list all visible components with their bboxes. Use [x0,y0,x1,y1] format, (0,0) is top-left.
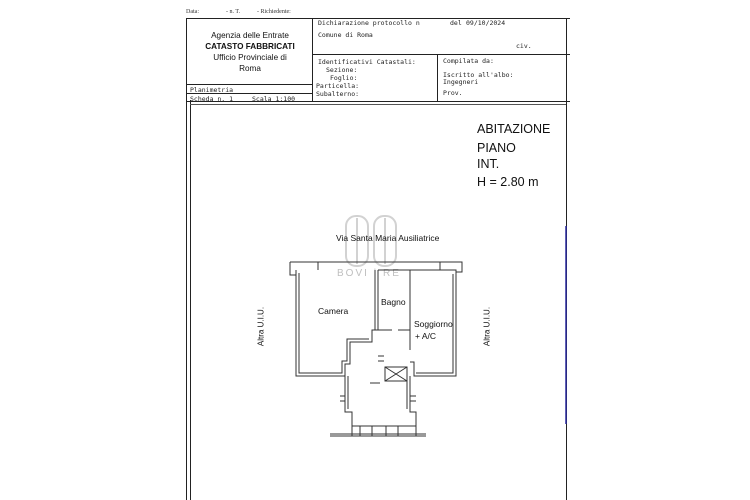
street-name: Via Santa Maria Ausiliatrice [336,233,440,243]
ufficio-label: Ufficio Provinciale di [213,53,287,62]
compilata-label: Compilata da: [443,57,494,65]
watermark-text: BOVI | RE [337,268,401,279]
dichiarazione-label: Dichiarazione protocollo n [318,19,420,27]
room-camera: Camera [318,306,349,316]
nt-label: - n. T. [226,9,241,15]
scala-label: Scala 1:100 [252,95,296,103]
declaration-date: 09/10/2024 [466,19,506,27]
civ-label: civ. [516,42,532,50]
del-label: del [450,19,462,27]
richiedente-label: - Richiedente: [257,9,291,15]
altra-uiu-right: Altra U.I.U. [482,306,492,347]
sezione-label: Sezione: [326,66,358,74]
ingegneri-label: Ingegneri [443,78,479,86]
room-soggiorno-ac: + A/C [415,331,437,341]
iscritto-label: Iscritto all'albo: [443,71,514,79]
particella-label: Particella: [316,82,360,90]
subalterno-label: Subalterno: [316,90,360,98]
planimetria-title: Planimetria [190,86,234,94]
prov-label: Prov. [443,89,463,97]
unit-type: ABITAZIONE [477,122,551,136]
floor-label: PIANO [477,141,516,155]
comune-label: Comune di Roma [318,31,373,39]
foglio-label: Foglio: [330,74,358,82]
data-label: Data: [186,9,199,15]
room-soggiorno: Soggiorno [414,319,453,329]
altra-uiu-left: Altra U.I.U. [256,306,266,347]
city-name: Roma [239,64,261,73]
agency-name: Agenzia delle Entrate [211,31,289,40]
scheda-label: Scheda n. 1 [190,95,234,103]
ceiling-height: H = 2.80 m [477,175,539,189]
identificativi-label: Identificativi Catastali: [318,58,416,66]
catasto-title: CATASTO FABBRICATI [205,42,295,51]
interior-label: INT. [477,157,500,171]
room-bagno: Bagno [381,297,406,307]
